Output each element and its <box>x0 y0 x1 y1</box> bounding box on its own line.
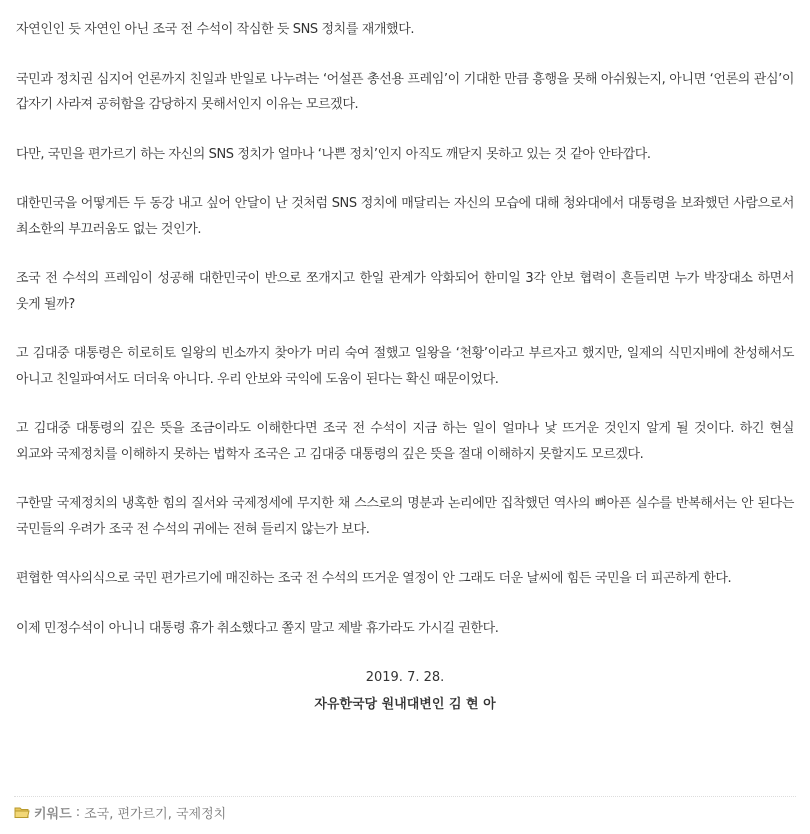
keyword-link[interactable]: 편가르기 , <box>117 803 176 822</box>
paragraph-9: 편협한 역사의식으로 국민 편가르기에 매진하는 조국 전 수석의 뜨거운 열정이 안 그래도 더운 날씨에 힘든 국민을 더 피곤하게 한다. <box>16 571 732 586</box>
keyword-link[interactable]: 조국 , <box>84 803 117 822</box>
article-body <box>16 17 794 641</box>
paragraph-5: 조국 전 수석의 프레임이 성공해 대한민국이 반으로 쪼개지고 한일 관계가 악화되어 한미일 3각 안보 협력이 흔들리면 누가 박장대소 하면서 웃게 될까? <box>16 271 794 312</box>
paragraph-7: 고 김대중 대통령의 깊은 뜻을 조금이라도 이해한다면 조국 전 수석이 지금 하는 일이 얼마나 낯 뜨거운 것인지 알게 될 것이다. 하긴 현실 외교와 국제정치를 이해하지 못하는 법학자 조국은 고 김대중 대통령의 깊은 뜻을 절대 이해하지 못할지도 모르겠다. <box>16 421 794 462</box>
release-date: 2019. 7. 28. <box>365 670 445 685</box>
keywords-bar <box>14 796 796 822</box>
paragraph-1: 자연인인 듯 자연인 아닌 조국 전 수석이 작심한 듯 SNS 정치를 재개했다. <box>16 22 415 37</box>
keywords-label: 키워드 <box>34 807 72 822</box>
spokesperson-signature: 자유한국당 원내대변인 김 현 아 <box>314 697 496 712</box>
paragraph-10: 이제 민정수석이 아니니 대통령 휴가 취소했다고 쫄지 말고 제발 휴가라도 가시길 권한다. <box>16 620 499 636</box>
folder-icon <box>14 806 30 819</box>
paragraph-3: 다만, 국민을 편가르기 하는 자신의 SNS 정치가 얼마나 ‘나쁜 정치’인지 아직도 깨닫지 못하고 있는 것 같아 안타깝다. <box>16 146 651 162</box>
paragraph-8: 구한말 국제정치의 냉혹한 힘의 질서와 국제정세에 무지한 채 스스로의 명분과 논리에만 집착했던 역사의 뼈아픈 실수를 반복해서는 안 된다는 국민들의 우려가 조국 전 수석의 귀에는 전혀 들리지 않는가 보다. <box>16 496 794 537</box>
keyword-list <box>84 803 226 822</box>
paragraph-4: 대한민국을 어떻게든 두 동강 내고 싶어 안달이 난 것처럼 SNS 정치에 매달리는 자신의 모습에 대해 청와대에서 대통령을 보좌했던 사람으로서 최소한의 부끄러움도 없는 것인가. <box>16 196 794 237</box>
paragraph-6: 고 김대중 대통령은 히로히토 일왕의 빈소까지 찾아가 머리 숙여 절했고 일왕을 ‘천황’이라고 부르자고 했지만, 일제의 식민지배에 찬성해서도 아니고 친일파여서도 더더욱 아니다. 우리 안보와 국익에 도움이 된다는 확신 때문이었다. <box>16 346 794 387</box>
keyword-link[interactable]: 국제정치 <box>175 807 227 822</box>
keywords-separator: : <box>75 805 81 820</box>
paragraph-2: 국민과 정치권 심지어 언론까지 친일과 반일로 나누려는 ‘어설픈 총선용 프레임’이 기대한 만큼 흥행을 못해 아쉬웠는지, 아니면 ‘언론의 관심’이 갑자기 사라져 공허함을 감당하지 못해서인지 이유는 모르겠다. <box>16 71 794 112</box>
